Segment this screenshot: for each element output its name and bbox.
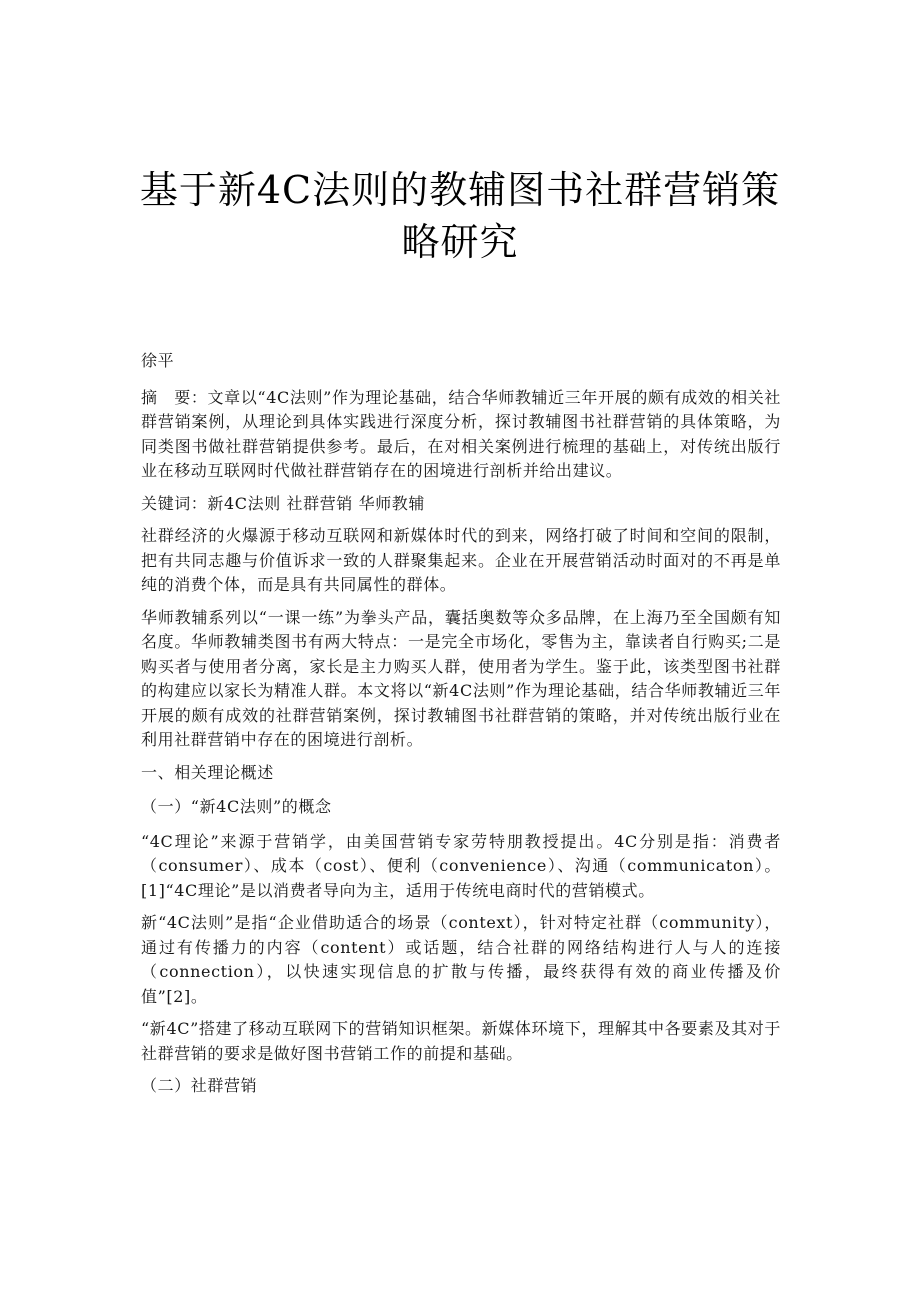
section-1-1-paragraph-2: 新“4C法则”是指“企业借助适合的场景（context），针对特定社群（community），通过有传播力的内容（content）或话题，结合社群的网络结构进行人与人的连接（connection），以快速实现信息的扩散与传播，最终获得有效的商业传播及价值”[2]。 (141, 913, 781, 1006)
section-heading-1: 一、相关理论概述 (141, 762, 274, 782)
intro-paragraph-1: 社群经济的火爆源于移动互联网和新媒体时代的到来，网络打破了时间和空间的限制，把有共同志趣与价值诉求一致的人群聚集起来。企业在开展营销活动时面对的不再是单纯的消费个体，而是具有共同属性的群体。 (141, 526, 781, 594)
document-title: 基于新4C法则的教辅图书社群营销策略研究 (139, 168, 781, 264)
abstract-paragraph: 摘 要：文章以“4C法则”作为理论基础，结合华师教辅近三年开展的颇有成效的相关社群营销案例，从理论到具体实践进行深度分析，探讨教辅图书社群营销的具体策略，为同类图书做社群营销提供参考。最后，在对相关案例进行梳理的基础上，对传统出版行业在移动互联网时代做社群营销存在的困境进行剖析并给出建议。 (141, 387, 781, 480)
intro-paragraph-2: 华师教辅系列以“一课一练”为拳头产品，囊括奥数等众多品牌，在上海乃至全国颇有知名度。华师教辅类图书有两大特点：一是完全市场化，零售为主，靠读者自行购买;二是购买者与使用者分离，家长是主力购买人群，使用者为学生。鉴于此，该类型图书社群的构建应以家长为精准人群。本文将以“新4C法则”作为理论基础，结合华师教辅近三年开展的颇有成效的社群营销案例，探讨教辅图书社群营销的策略，并对传统出版行业在利用社群营销中存在的困境进行剖析。 (141, 607, 781, 749)
document-body (141, 349, 781, 1109)
keywords-line: 关键词：新4C法则 社群营销 华师教辅 (141, 493, 425, 513)
section-1-1-paragraph-1: “4C理论”来源于营销学，由美国营销专家劳特朋教授提出。4C分别是指：消费者（consumer）、成本（cost）、便利（convenience）、沟通（communicaton）。[1]“4C理论”是以消费者导向为主，适用于传统电商时代的营销模式。 (141, 831, 781, 900)
section-1-1-paragraph-3: “新4C”搭建了移动互联网下的营销知识框架。新媒体环境下，理解其中各要素及其对于社群营销的要求是做好图书营销工作的前提和基础。 (141, 1019, 781, 1063)
author-name: 徐平 (141, 351, 175, 370)
subsection-heading-1-2: （二）社群营销 (141, 1076, 258, 1095)
subsection-heading-1-1: （一）“新4C法则”的概念 (141, 797, 332, 816)
